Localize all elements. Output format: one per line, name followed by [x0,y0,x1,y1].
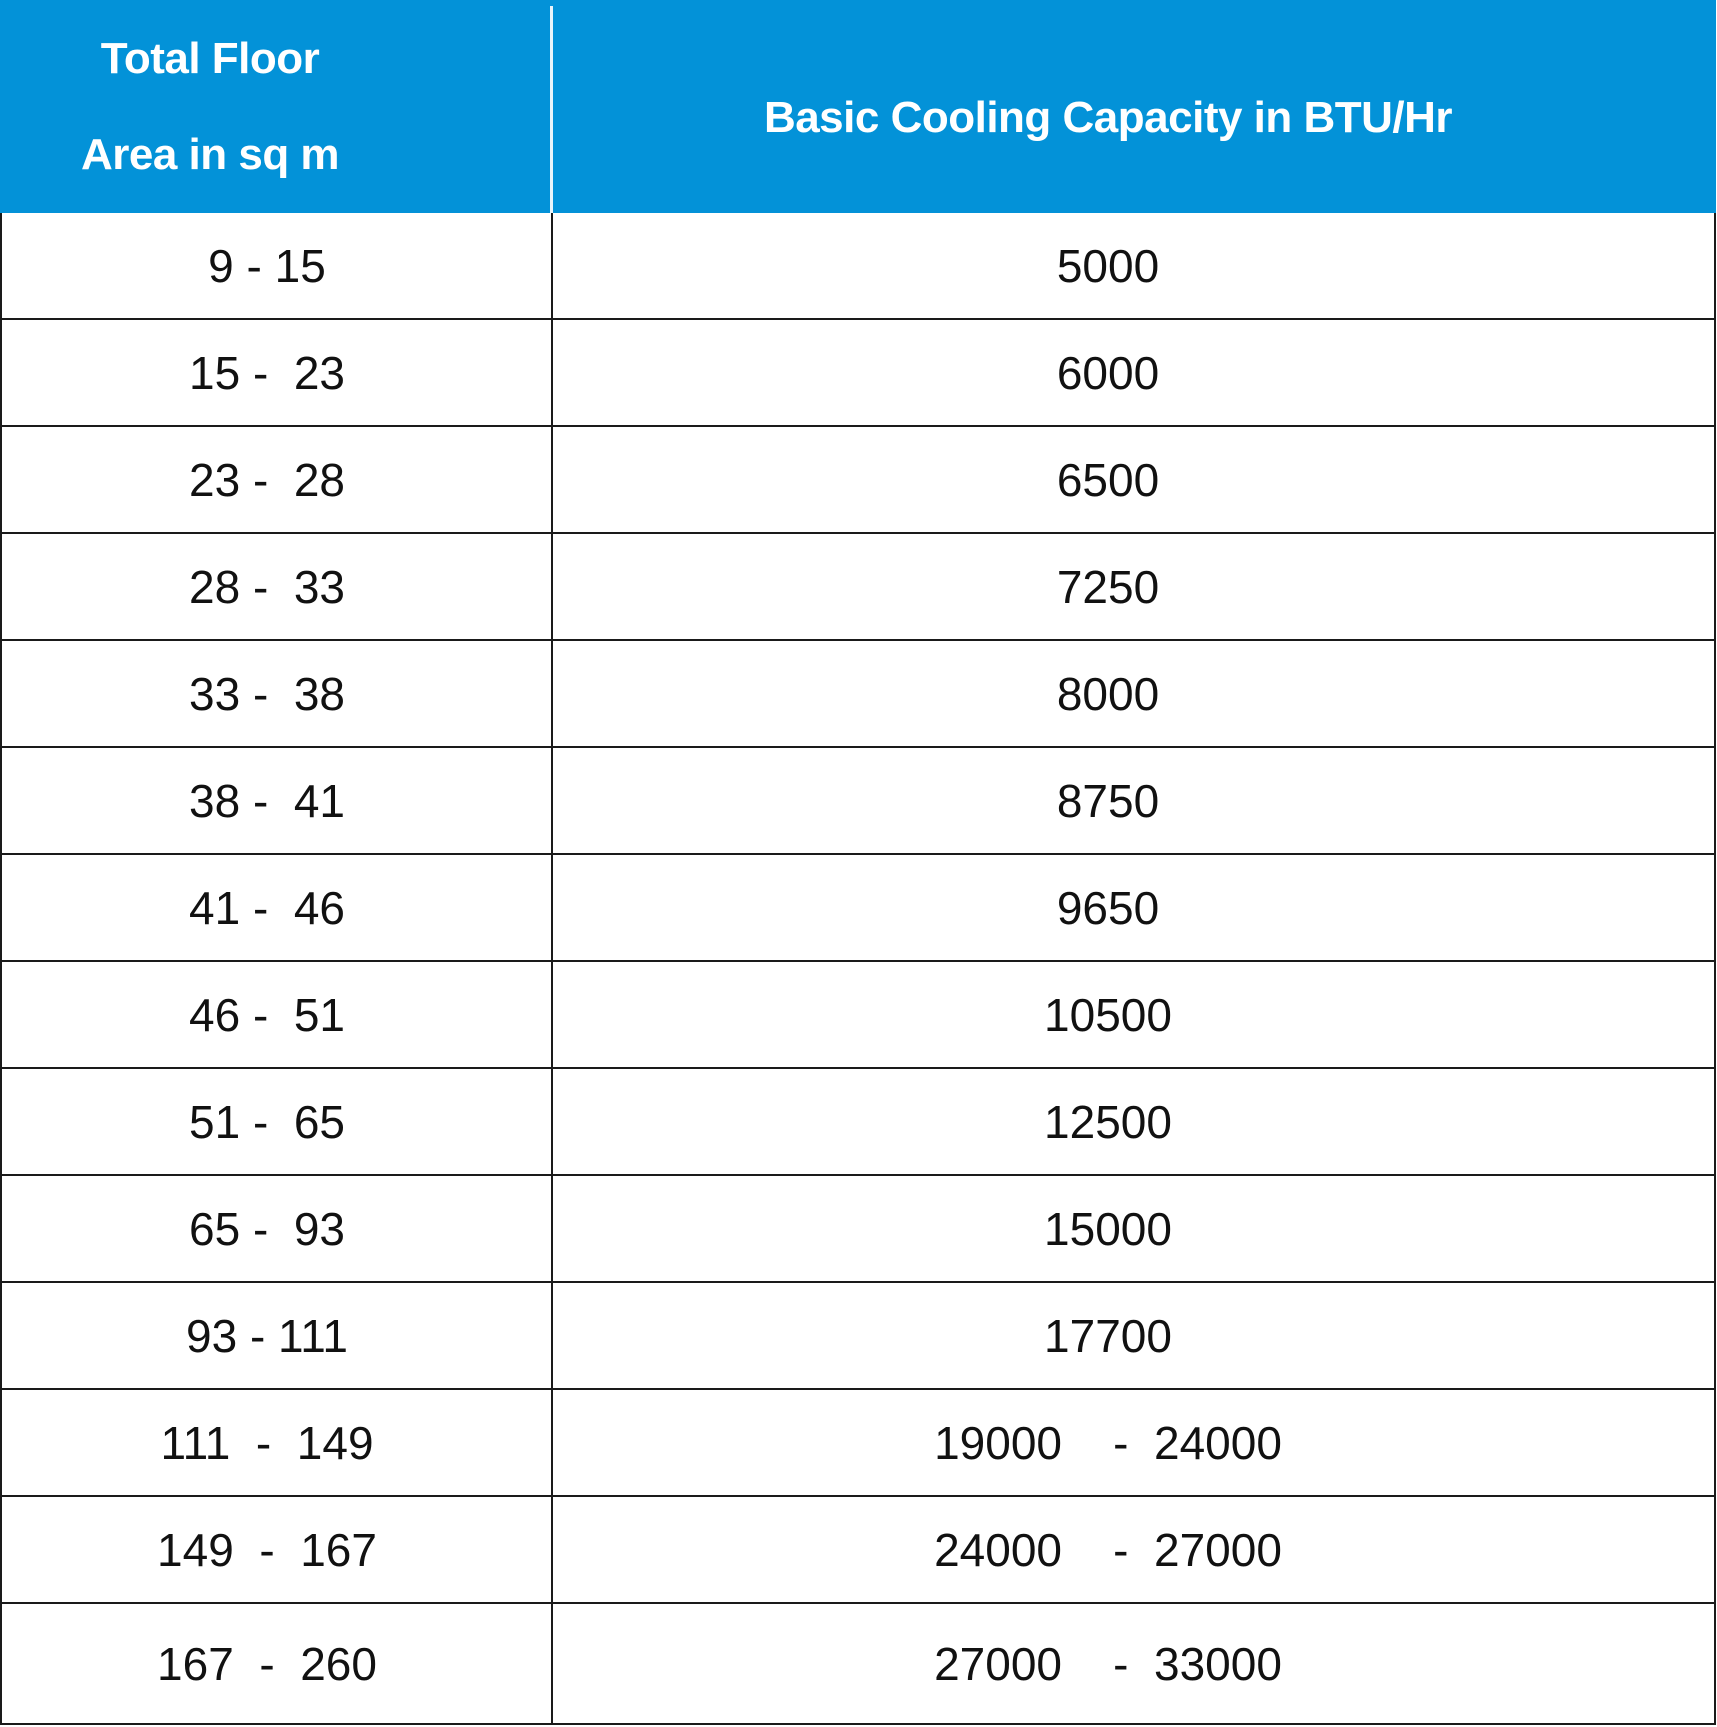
cooling-capacity-cell: 7250 [1056,560,1160,613]
table-row [2,1069,1714,1176]
table-row [2,1390,1714,1497]
cooling-capacity-cell: 27000 - 33000 [934,1637,1282,1690]
floor-area-cell: 9 - 15 [208,239,326,292]
table-row [2,1497,1714,1604]
floor-area-cell: 41 - 46 [189,881,345,934]
cooling-capacity-cell: 15000 [1044,1202,1172,1255]
floor-area-cell: 28 - 33 [189,560,345,613]
floor-area-cell: 111 - 149 [160,1416,374,1469]
header-cooling-capacity: Basic Cooling Capacity in BTU/Hr [763,93,1453,142]
floor-area-cell: 65 - 93 [189,1202,345,1255]
floor-area-cell: 15 - 23 [189,346,345,399]
cooling-capacity-cell: 6000 [1056,346,1160,399]
floor-area-cell: 23 - 28 [189,453,345,506]
cooling-capacity-cell: 19000 - 24000 [934,1416,1282,1469]
table-row [2,855,1714,962]
table-row [2,534,1714,641]
floor-area-cell: 46 - 51 [189,988,345,1041]
floor-area-cell: 38 - 41 [189,774,345,827]
cooling-capacity-cell: 6500 [1056,453,1160,506]
cooling-capacity-cell: 8750 [1056,774,1160,827]
floor-area-cell: 167 - 260 [157,1637,377,1690]
floor-area-cell: 33 - 38 [189,667,345,720]
table-row [2,320,1714,427]
table-row [2,1604,1714,1723]
header-floor-area-line1: Total Floor [100,33,320,83]
cooling-capacity-cell: 24000 - 27000 [934,1523,1282,1576]
floor-area-cell: 149 - 167 [157,1523,377,1576]
table-row [2,427,1714,534]
table-row [2,641,1714,748]
table-header [0,0,1716,213]
table-row [2,748,1714,855]
cooling-capacity-cell: 5000 [1056,239,1160,292]
cooling-capacity-cell: 12500 [1044,1095,1172,1148]
table-row [2,962,1714,1069]
cooling-capacity-cell: 17700 [1044,1309,1172,1362]
cooling-capacity-cell: 9650 [1056,881,1160,934]
header-floor-area [0,0,420,213]
cooling-capacity-cell: 10500 [1044,988,1172,1041]
header-floor-area-line2: Area in sq m [80,129,340,179]
floor-area-cell: 93 - 111 [186,1309,348,1362]
table-row [2,1283,1714,1390]
table-row [2,213,1714,320]
floor-area-cell: 51 - 65 [189,1095,345,1148]
table-body [0,213,1716,1725]
cooling-capacity-cell: 8000 [1056,667,1160,720]
table-row [2,1176,1714,1283]
